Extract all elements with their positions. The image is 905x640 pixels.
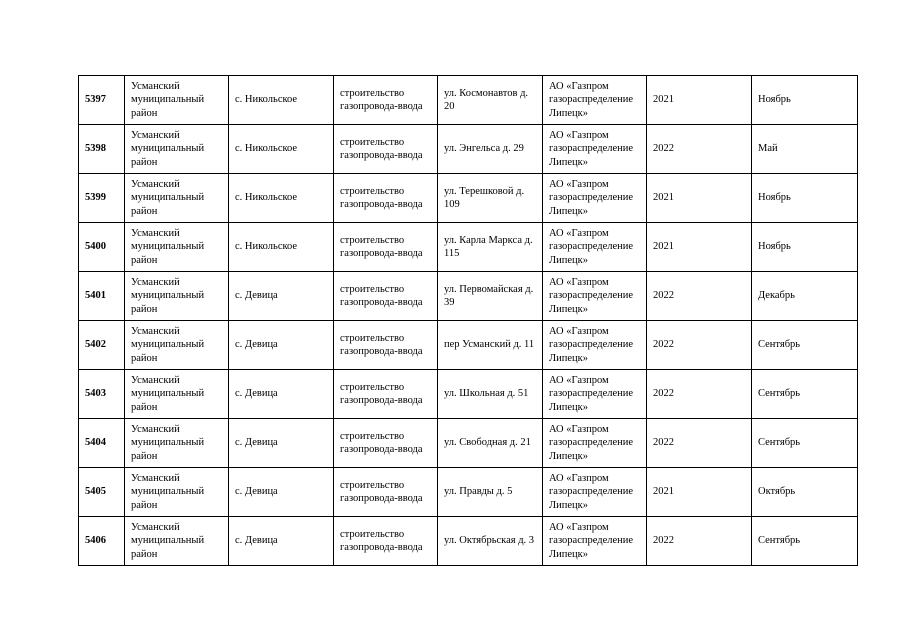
row-number: 5398 <box>79 125 125 174</box>
row-number: 5405 <box>79 468 125 517</box>
village-cell: с. Девица <box>229 321 334 370</box>
work-type-cell: строительство газопровода-ввода <box>334 321 438 370</box>
table-row <box>79 419 858 468</box>
month-cell: Сентябрь <box>752 370 858 419</box>
village-cell: с. Девица <box>229 419 334 468</box>
work-type-cell: строительство газопровода-ввода <box>334 174 438 223</box>
year-cell: 2022 <box>647 321 752 370</box>
month-cell: Май <box>752 125 858 174</box>
district-cell: Усманский муниципальный район <box>125 174 229 223</box>
work-type-cell: строительство газопровода-ввода <box>334 272 438 321</box>
month-cell: Сентябрь <box>752 517 858 566</box>
district-cell: Усманский муниципальный район <box>125 370 229 419</box>
month-cell: Сентябрь <box>752 419 858 468</box>
district-cell: Усманский муниципальный район <box>125 517 229 566</box>
row-number: 5406 <box>79 517 125 566</box>
village-cell: с. Девица <box>229 517 334 566</box>
table-row <box>79 272 858 321</box>
year-cell: 2021 <box>647 223 752 272</box>
month-cell: Декабрь <box>752 272 858 321</box>
work-type-cell: строительство газопровода-ввода <box>334 223 438 272</box>
table-row <box>79 223 858 272</box>
month-cell: Октябрь <box>752 468 858 517</box>
table-row <box>79 321 858 370</box>
row-number: 5401 <box>79 272 125 321</box>
address-cell: ул. Первомайская д. 39 <box>438 272 543 321</box>
address-cell: ул. Карла Маркса д. 115 <box>438 223 543 272</box>
row-number: 5400 <box>79 223 125 272</box>
district-cell: Усманский муниципальный район <box>125 321 229 370</box>
row-number: 5404 <box>79 419 125 468</box>
organization-cell: АО «Газпром газораспределение Липецк» <box>543 76 647 125</box>
table-row <box>79 468 858 517</box>
work-type-cell: строительство газопровода-ввода <box>334 76 438 125</box>
work-type-cell: строительство газопровода-ввода <box>334 370 438 419</box>
year-cell: 2022 <box>647 517 752 566</box>
address-cell: ул. Терешковой д. 109 <box>438 174 543 223</box>
address-cell: ул. Свободная д. 21 <box>438 419 543 468</box>
district-cell: Усманский муниципальный район <box>125 419 229 468</box>
organization-cell: АО «Газпром газораспределение Липецк» <box>543 125 647 174</box>
table-row <box>79 174 858 223</box>
work-type-cell: строительство газопровода-ввода <box>334 468 438 517</box>
organization-cell: АО «Газпром газораспределение Липецк» <box>543 174 647 223</box>
address-cell: пер Усманский д. 11 <box>438 321 543 370</box>
work-type-cell: строительство газопровода-ввода <box>334 125 438 174</box>
table-row <box>79 370 858 419</box>
district-cell: Усманский муниципальный район <box>125 223 229 272</box>
address-cell: ул. Школьная д. 51 <box>438 370 543 419</box>
organization-cell: АО «Газпром газораспределение Липецк» <box>543 517 647 566</box>
row-number: 5399 <box>79 174 125 223</box>
district-cell: Усманский муниципальный район <box>125 468 229 517</box>
month-cell: Сентябрь <box>752 321 858 370</box>
district-cell: Усманский муниципальный район <box>125 272 229 321</box>
address-cell: ул. Энгельса д. 29 <box>438 125 543 174</box>
year-cell: 2021 <box>647 174 752 223</box>
organization-cell: АО «Газпром газораспределение Липецк» <box>543 321 647 370</box>
table-row <box>79 125 858 174</box>
district-cell: Усманский муниципальный район <box>125 76 229 125</box>
table-body <box>79 76 858 566</box>
organization-cell: АО «Газпром газораспределение Липецк» <box>543 223 647 272</box>
village-cell: с. Девица <box>229 370 334 419</box>
year-cell: 2022 <box>647 419 752 468</box>
year-cell: 2022 <box>647 125 752 174</box>
year-cell: 2021 <box>647 468 752 517</box>
organization-cell: АО «Газпром газораспределение Липецк» <box>543 272 647 321</box>
table-row <box>79 517 858 566</box>
year-cell: 2022 <box>647 370 752 419</box>
table-row <box>79 76 858 125</box>
village-cell: с. Никольское <box>229 76 334 125</box>
work-type-cell: строительство газопровода-ввода <box>334 419 438 468</box>
village-cell: с. Никольское <box>229 174 334 223</box>
month-cell: Ноябрь <box>752 174 858 223</box>
village-cell: с. Никольское <box>229 125 334 174</box>
village-cell: с. Никольское <box>229 223 334 272</box>
organization-cell: АО «Газпром газораспределение Липецк» <box>543 370 647 419</box>
year-cell: 2021 <box>647 76 752 125</box>
month-cell: Ноябрь <box>752 76 858 125</box>
village-cell: с. Девица <box>229 468 334 517</box>
row-number: 5402 <box>79 321 125 370</box>
year-cell: 2022 <box>647 272 752 321</box>
organization-cell: АО «Газпром газораспределение Липецк» <box>543 419 647 468</box>
address-cell: ул. Правды д. 5 <box>438 468 543 517</box>
work-type-cell: строительство газопровода-ввода <box>334 517 438 566</box>
month-cell: Ноябрь <box>752 223 858 272</box>
address-cell: ул. Октябрьская д. 3 <box>438 517 543 566</box>
gasification-table <box>78 75 858 566</box>
address-cell: ул. Космонавтов д. 20 <box>438 76 543 125</box>
village-cell: с. Девица <box>229 272 334 321</box>
row-number: 5403 <box>79 370 125 419</box>
organization-cell: АО «Газпром газораспределение Липецк» <box>543 468 647 517</box>
district-cell: Усманский муниципальный район <box>125 125 229 174</box>
row-number: 5397 <box>79 76 125 125</box>
